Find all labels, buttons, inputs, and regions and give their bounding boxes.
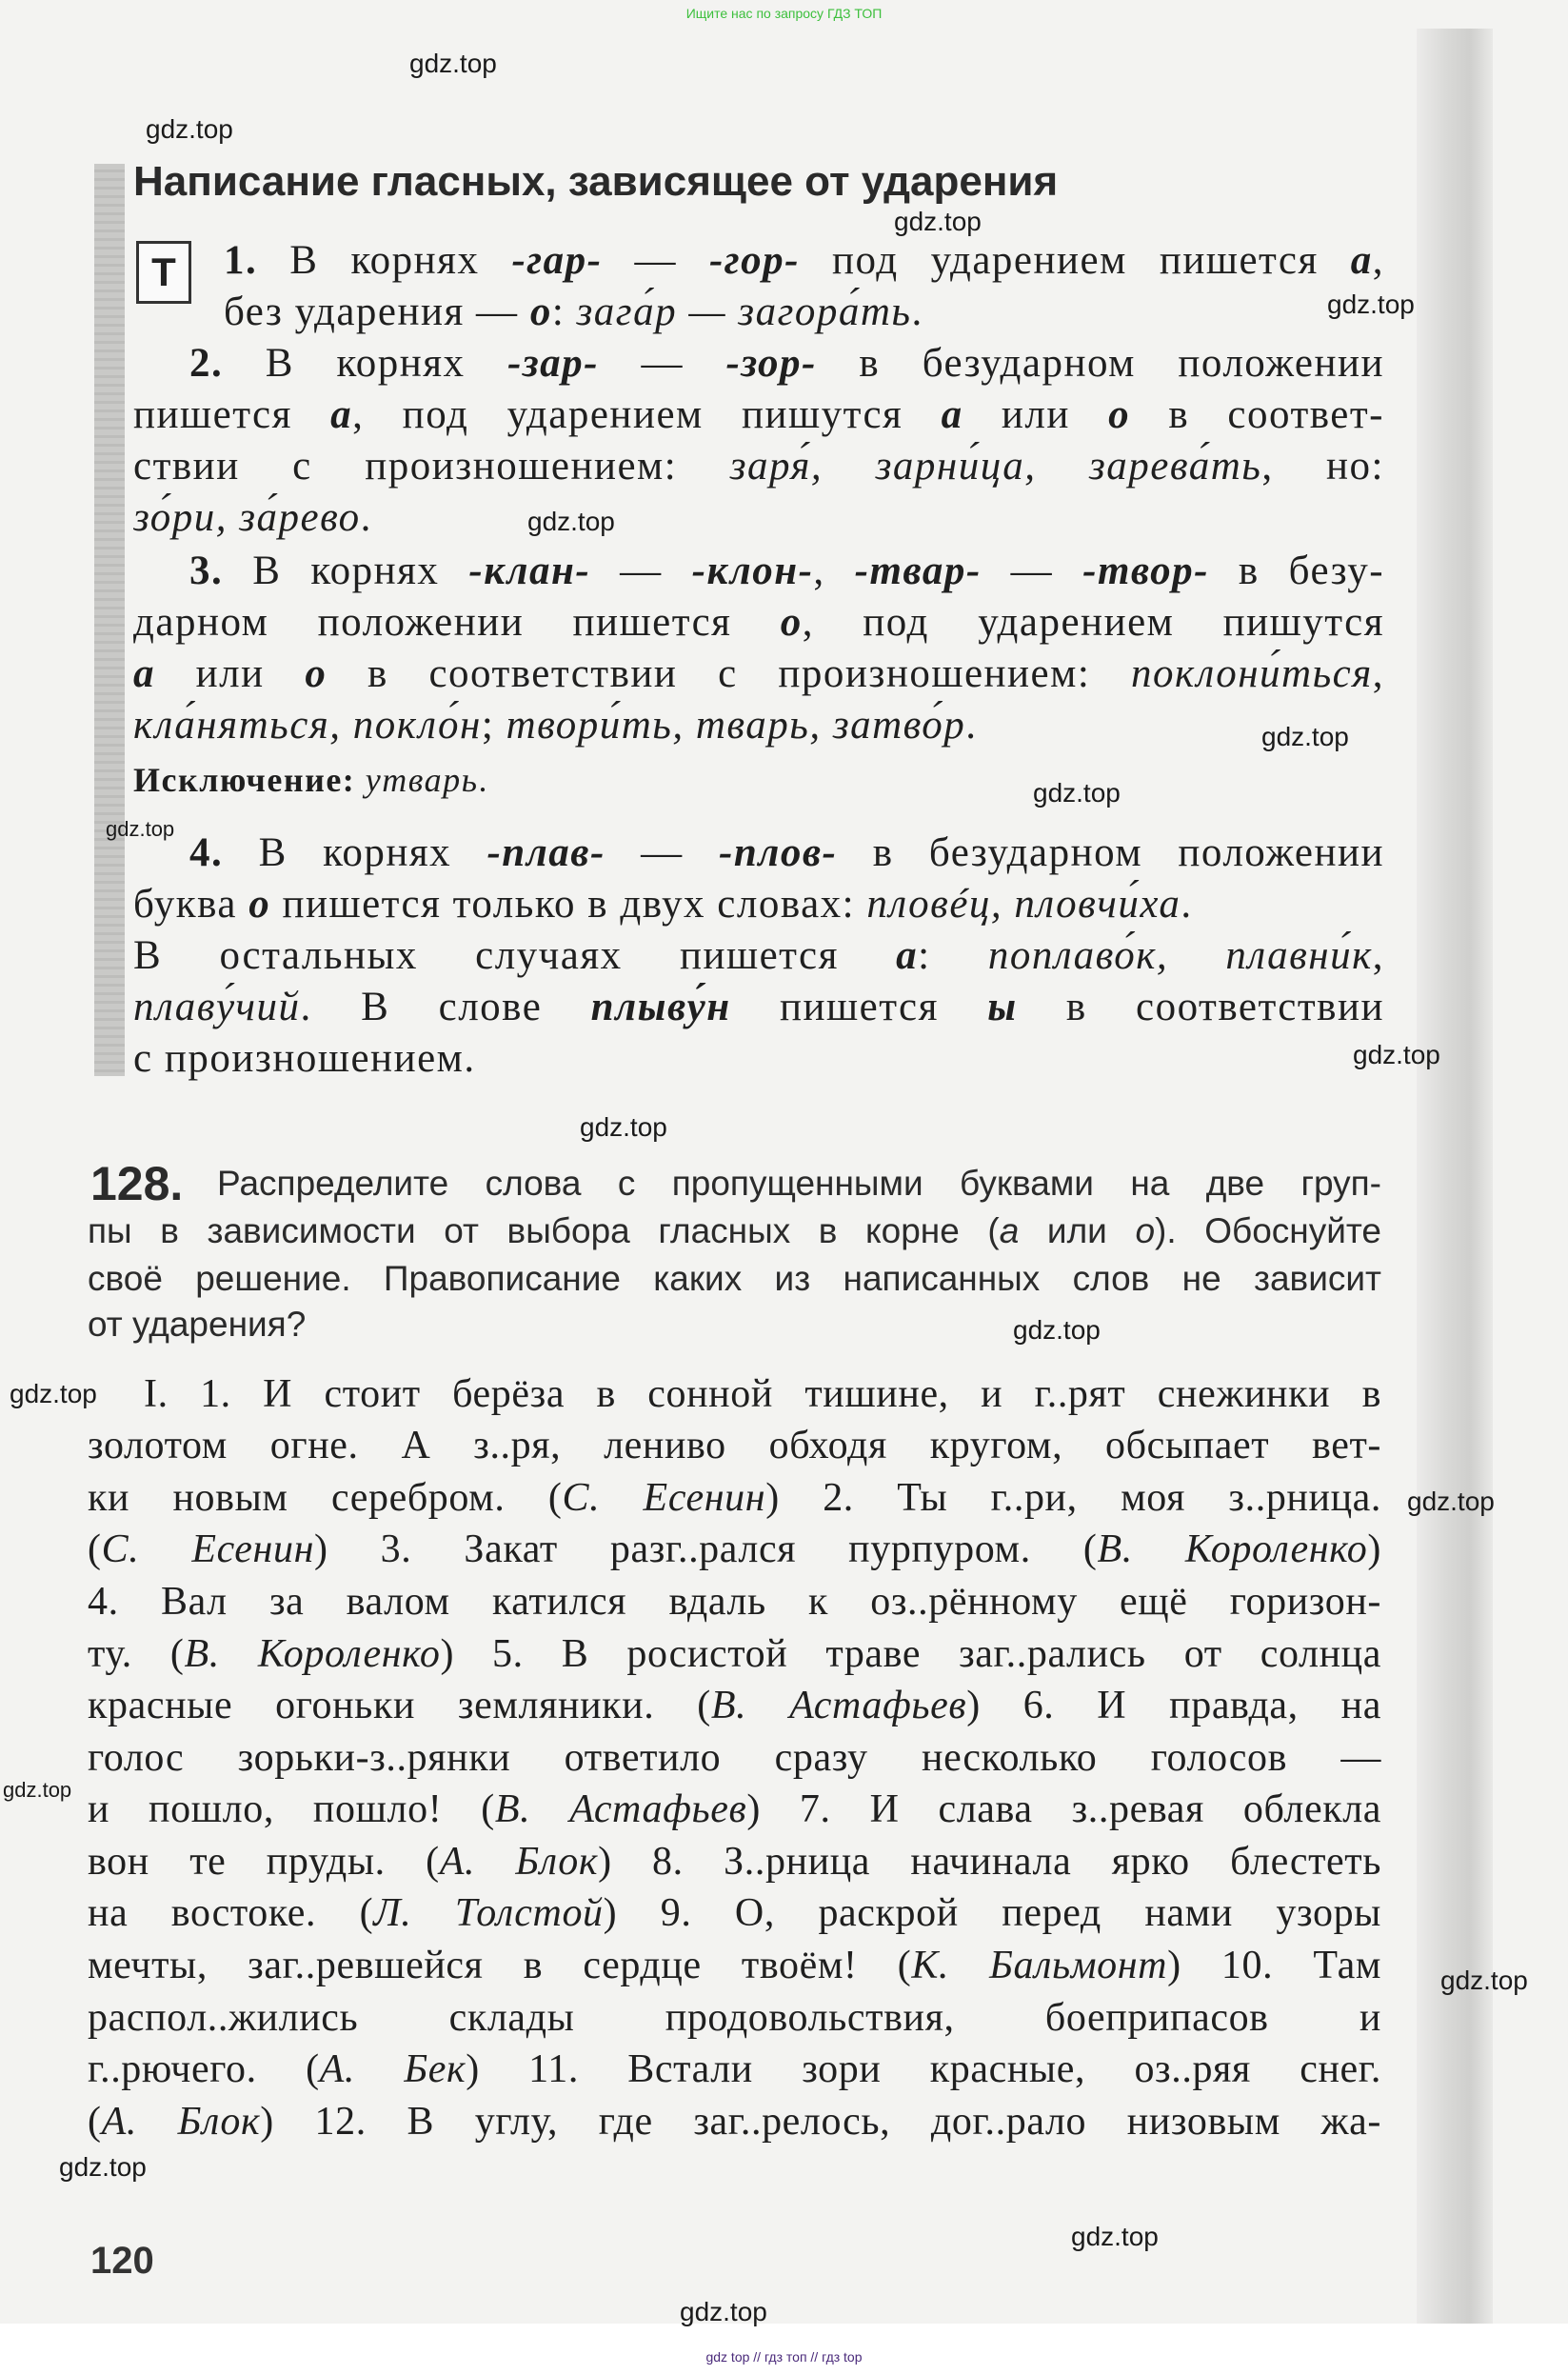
- text-segment: В корнях: [223, 548, 469, 593]
- body-line: [88, 1420, 1381, 1471]
- text-segment: Л. Толстой: [373, 1891, 604, 1936]
- text-segment: ту. (: [88, 1631, 185, 1676]
- theory-line: [133, 754, 1384, 806]
- body-line: [144, 1368, 1381, 1420]
- exercise-line: [88, 1206, 1381, 1257]
- text-segment: о: [1108, 391, 1131, 437]
- theory-line: [224, 287, 1384, 338]
- theory-line: [189, 828, 1384, 879]
- exercise-line: [217, 1158, 1381, 1209]
- text-segment: .: [1181, 881, 1193, 927]
- text-segment: от ударения?: [88, 1304, 307, 1344]
- text-segment: пишется: [133, 391, 331, 437]
- page-number: 120: [90, 2240, 154, 2282]
- text-segment: ) 6. И правда, на: [966, 1684, 1381, 1728]
- text-segment: В. Астафьев: [494, 1787, 747, 1832]
- text-segment: а: [1350, 237, 1373, 283]
- text-segment: 4. Вал за валом катился вдаль к оз..рённому ещё горизон-: [88, 1580, 1381, 1624]
- text-segment: ки новым серебром. (: [88, 1475, 563, 1520]
- body-line: [88, 2096, 1381, 2147]
- text-segment: поплаво́к, плавни́к: [987, 932, 1373, 978]
- exercise-line: [88, 1299, 1381, 1350]
- text-segment: I. 1. И стоит берёза в сонной тишине, и г..рят снежинки в: [144, 1371, 1381, 1416]
- theory-line: [133, 700, 1384, 751]
- text-segment: распол..жились склады продовольствия, боеприпасов и: [88, 1995, 1381, 2040]
- text-segment: зага́р — загора́ть: [576, 289, 912, 334]
- text-segment: ,: [1372, 932, 1384, 978]
- theory-line: [133, 389, 1384, 441]
- text-segment: -зор-: [725, 340, 817, 386]
- theory-line: [189, 338, 1384, 389]
- text-segment: твори́ть, тварь, затво́р: [506, 703, 966, 748]
- theory-line: [189, 546, 1384, 597]
- text-segment: плаву́чий: [133, 985, 301, 1029]
- body-line: [88, 1836, 1381, 1887]
- text-segment: заря́, зарни́ца, зарева́ть: [729, 444, 1262, 489]
- text-segment: в соответ-: [1130, 391, 1384, 437]
- text-segment: ). Обоснуйте: [1155, 1211, 1381, 1251]
- text-segment: .: [911, 289, 923, 334]
- text-segment: В. Астафьев: [710, 1684, 967, 1728]
- text-segment: о: [780, 599, 803, 645]
- text-segment: ) 9. О, раскрой перед нами узоры: [603, 1891, 1381, 1936]
- text-segment: ;: [481, 703, 506, 748]
- text-segment: 4.: [189, 829, 224, 875]
- text-segment: ) 10. Там: [1167, 1944, 1381, 1987]
- text-segment: голос зорьки-з..рянки ответило сразу несколько голосов —: [88, 1735, 1381, 1780]
- text-segment: в соответствии: [1017, 985, 1384, 1029]
- text-segment: или: [155, 650, 306, 696]
- text-segment: в безударном положении: [816, 340, 1384, 386]
- text-segment: утварь: [365, 761, 479, 800]
- text-segment: В. Короленко: [1097, 1527, 1368, 1572]
- body-line: [88, 1576, 1381, 1627]
- body-line: [88, 1680, 1381, 1731]
- watermark: gdz.top: [1327, 289, 1415, 319]
- text-segment: . В слове: [300, 985, 591, 1029]
- watermark: gdz.top: [680, 2297, 767, 2326]
- text-segment: кла́няться, покло́н: [133, 703, 482, 748]
- text-segment: 3.: [189, 548, 224, 593]
- text-segment: ) 5. В росистой траве заг..рались от солнца: [440, 1631, 1381, 1676]
- footer-banner[interactable]: gdz top // гдз топ // гдз top: [705, 2349, 863, 2365]
- watermark: gdz.top: [527, 507, 615, 536]
- text-segment: -клан-: [468, 548, 591, 593]
- text-segment: 1.: [224, 237, 258, 283]
- text-segment: в соответствии с произношением:: [327, 650, 1131, 696]
- body-line: [88, 1524, 1381, 1575]
- text-segment: , под ударением пишутся: [802, 599, 1384, 645]
- watermark: gdz.top: [1353, 1040, 1440, 1069]
- text-segment: В. Короленко: [184, 1631, 441, 1676]
- watermark: gdz.top: [1440, 1966, 1528, 1995]
- text-segment: ,: [1372, 237, 1384, 283]
- watermark: gdz.top: [1407, 1487, 1495, 1516]
- text-segment: или: [963, 391, 1109, 437]
- text-segment: своё решение. Правописание каких из написанных слов не зависит: [88, 1258, 1381, 1298]
- text-segment: ) 8. З..рница начинала ярко блестеть: [598, 1839, 1381, 1884]
- text-segment: ) 12. В углу, где заг..релось, дог..рало низовым жа-: [260, 2099, 1381, 2144]
- text-segment: —: [602, 237, 709, 283]
- text-segment: —: [598, 340, 726, 386]
- text-segment: а: [133, 650, 155, 696]
- text-segment: без ударения —: [224, 289, 530, 334]
- theory-side-bar: [94, 164, 125, 1076]
- text-segment: -клон-: [691, 548, 814, 593]
- text-segment: в безу-: [1208, 548, 1384, 593]
- text-segment: поклони́ться: [1130, 650, 1373, 696]
- watermark: gdz.top: [894, 207, 982, 236]
- text-segment: а: [999, 1211, 1020, 1251]
- text-segment: буква: [133, 881, 249, 927]
- text-segment: .: [478, 761, 489, 800]
- text-segment: о: [305, 650, 327, 696]
- text-segment: о: [529, 289, 552, 334]
- body-line: [88, 2044, 1381, 2095]
- text-segment: а: [941, 391, 963, 437]
- body-line: [88, 1628, 1381, 1680]
- text-segment: —: [590, 548, 692, 593]
- watermark: gdz.top: [146, 114, 233, 144]
- text-segment: о: [248, 881, 271, 927]
- text-segment: ) 2. Ты г..ри, моя з..рница.: [765, 1475, 1381, 1520]
- text-segment: пишется только в двух словах:: [270, 881, 867, 927]
- text-segment: С. Есенин: [562, 1475, 766, 1520]
- text-segment: а: [330, 391, 353, 437]
- theory-line: [224, 235, 1384, 287]
- text-segment: ) 3. Закат разг..рался пурпуром. (: [314, 1527, 1098, 1572]
- text-segment: А. Блок: [101, 2099, 261, 2144]
- text-segment: ) 7. И слава з..ревая облекла: [746, 1787, 1381, 1832]
- theory-line: [133, 930, 1384, 982]
- exercise-line: [88, 1253, 1381, 1305]
- text-segment: красные огоньки земляники. (: [88, 1684, 711, 1728]
- text-segment: с произношением.: [133, 1036, 476, 1082]
- text-segment: -твор-: [1082, 548, 1209, 593]
- watermark: gdz.top: [3, 1778, 72, 1802]
- text-segment: В корнях: [257, 237, 512, 283]
- body-line: [88, 1732, 1381, 1784]
- text-segment: ) 11. Встали зори красные, оз..ряя снег.: [466, 2047, 1381, 2092]
- top-banner[interactable]: Ищите нас по запросу ГДЗ ТОП: [685, 6, 883, 21]
- body-line: [88, 1940, 1381, 1991]
- text-segment: -гор-: [708, 237, 800, 283]
- theory-line: [133, 441, 1384, 492]
- text-segment: г..рючего. (: [88, 2047, 320, 2092]
- section-title: Написание гласных, зависящее от ударения: [133, 158, 1059, 205]
- text-segment: ,: [1372, 650, 1384, 696]
- theory-line: [133, 879, 1384, 930]
- text-segment: под ударением пишется: [800, 237, 1351, 283]
- text-segment: а: [896, 932, 919, 978]
- watermark: gdz.top: [1033, 778, 1121, 808]
- text-segment: или: [1019, 1211, 1136, 1251]
- text-segment: :: [918, 932, 988, 978]
- watermark: gdz.top: [59, 2152, 147, 2182]
- text-segment: ы: [987, 985, 1018, 1029]
- text-segment: , под ударением пишутся: [352, 391, 942, 437]
- watermark: gdz.top: [580, 1112, 667, 1142]
- text-segment: пишется: [730, 985, 988, 1029]
- text-segment: -гар-: [511, 237, 603, 283]
- watermark: gdz.top: [1013, 1315, 1101, 1345]
- text-segment: В корнях: [223, 829, 487, 875]
- text-segment: В корнях: [223, 340, 508, 386]
- text-segment: зо́ри, за́рево: [133, 495, 361, 541]
- body-line: [88, 1887, 1381, 1939]
- text-segment: С. Есенин: [101, 1527, 315, 1572]
- theory-badge: Т: [136, 241, 191, 304]
- text-segment: А. Бек: [319, 2047, 466, 2092]
- text-segment: -зар-: [507, 340, 599, 386]
- watermark: gdz.top: [1071, 2222, 1159, 2251]
- text-segment: -плов-: [719, 829, 838, 875]
- text-segment: —: [605, 829, 720, 875]
- body-line: [88, 1472, 1381, 1524]
- text-segment: пловéц, пловчи́ха: [866, 881, 1181, 927]
- text-segment: в безударном положении: [837, 829, 1384, 875]
- text-segment: .: [360, 495, 372, 541]
- theory-line: [133, 492, 1384, 544]
- text-segment: .: [965, 703, 978, 748]
- body-line: [88, 1784, 1381, 1835]
- text-segment: пы в зависимости от выбора гласных в корне (: [88, 1211, 1000, 1251]
- watermark: gdz.top: [10, 1379, 97, 1408]
- text-segment: —: [981, 548, 1083, 593]
- text-segment: , но:: [1261, 444, 1384, 489]
- text-segment: :: [551, 289, 577, 334]
- text-segment: на востоке. (: [88, 1891, 374, 1936]
- text-segment: (: [88, 2099, 102, 2144]
- body-line: [88, 1992, 1381, 2044]
- text-segment: А. Блок: [439, 1839, 599, 1884]
- watermark: gdz.top: [1261, 722, 1349, 751]
- text-segment: плыву́н: [590, 985, 731, 1029]
- text-segment: мечты, заг..ревшейся в сердце твоём! (: [88, 1944, 912, 1987]
- text-segment: -твар-: [854, 548, 982, 593]
- text-segment: ,: [813, 548, 855, 593]
- theory-line: [133, 1033, 1384, 1085]
- text-segment: ): [1367, 1527, 1381, 1572]
- watermark: gdz.top: [409, 49, 497, 78]
- text-segment: вон те пруды. (: [88, 1839, 440, 1884]
- text-segment: -плав-: [486, 829, 605, 875]
- text-segment: и пошло, пошло! (: [88, 1787, 495, 1832]
- text-segment: Исключение:: [133, 761, 366, 800]
- theory-line: [133, 982, 1384, 1033]
- text-segment: ствии с произношением:: [133, 444, 730, 489]
- text-segment: В остальных случаях пишется: [133, 932, 897, 978]
- theory-line: [133, 597, 1384, 649]
- text-segment: (: [88, 1527, 102, 1572]
- text-segment: К. Бальмонт: [911, 1944, 1168, 1987]
- watermark: gdz.top: [106, 817, 175, 841]
- text-segment: 2.: [189, 340, 224, 386]
- exercise-number: 128.: [90, 1157, 184, 1210]
- text-segment: дарном положении пишется: [133, 599, 781, 645]
- text-segment: Распределите слова с пропущенными буквами на две груп-: [217, 1163, 1381, 1203]
- text-segment: о: [1135, 1211, 1156, 1251]
- text-segment: золотом огне. А з..ря, лениво обходя кругом, обсыпает вет-: [88, 1424, 1381, 1468]
- theory-line: [133, 649, 1384, 700]
